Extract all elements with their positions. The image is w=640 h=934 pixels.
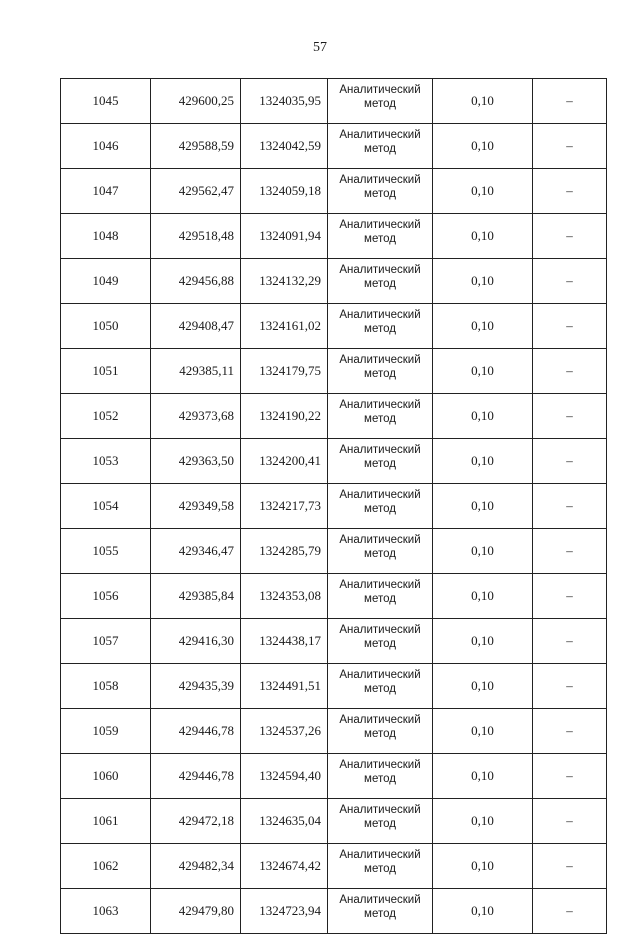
method-cell: Аналитический метод: [328, 529, 433, 574]
x-coordinate-cell: 429349,58: [151, 484, 241, 529]
method-cell: Аналитический метод: [328, 439, 433, 484]
point-number-cell: 1058: [61, 664, 151, 709]
table-row: [61, 169, 607, 214]
point-number-cell: 1053: [61, 439, 151, 484]
method-cell: Аналитический метод: [328, 124, 433, 169]
error-cell: 0,10: [433, 889, 533, 934]
error-cell: 0,10: [433, 169, 533, 214]
error-cell: 0,10: [433, 709, 533, 754]
note-cell: –: [533, 124, 607, 169]
table-row: [61, 754, 607, 799]
table-row: [61, 574, 607, 619]
note-cell: –: [533, 709, 607, 754]
error-cell: 0,10: [433, 844, 533, 889]
table-row: [61, 529, 607, 574]
note-cell: –: [533, 844, 607, 889]
y-coordinate-cell: 1324537,26: [241, 709, 328, 754]
note-cell: –: [533, 574, 607, 619]
table-row: [61, 304, 607, 349]
error-cell: 0,10: [433, 214, 533, 259]
point-number-cell: 1051: [61, 349, 151, 394]
x-coordinate-cell: 429600,25: [151, 79, 241, 124]
error-cell: 0,10: [433, 79, 533, 124]
point-number-cell: 1062: [61, 844, 151, 889]
y-coordinate-cell: 1324035,95: [241, 79, 328, 124]
point-number-cell: 1063: [61, 889, 151, 934]
table-row: [61, 349, 607, 394]
method-cell: Аналитический метод: [328, 484, 433, 529]
x-coordinate-cell: 429456,88: [151, 259, 241, 304]
x-coordinate-cell: 429562,47: [151, 169, 241, 214]
x-coordinate-cell: 429408,47: [151, 304, 241, 349]
table-row: [61, 124, 607, 169]
table-row: [61, 799, 607, 844]
y-coordinate-cell: 1324217,73: [241, 484, 328, 529]
point-number-cell: 1061: [61, 799, 151, 844]
note-cell: –: [533, 79, 607, 124]
y-coordinate-cell: 1324091,94: [241, 214, 328, 259]
point-number-cell: 1059: [61, 709, 151, 754]
y-coordinate-cell: 1324594,40: [241, 754, 328, 799]
y-coordinate-cell: 1324723,94: [241, 889, 328, 934]
error-cell: 0,10: [433, 394, 533, 439]
y-coordinate-cell: 1324161,02: [241, 304, 328, 349]
method-cell: Аналитический метод: [328, 889, 433, 934]
method-cell: Аналитический метод: [328, 79, 433, 124]
x-coordinate-cell: 429472,18: [151, 799, 241, 844]
point-number-cell: 1048: [61, 214, 151, 259]
method-cell: Аналитический метод: [328, 304, 433, 349]
x-coordinate-cell: 429446,78: [151, 754, 241, 799]
table-row: [61, 259, 607, 304]
point-number-cell: 1047: [61, 169, 151, 214]
y-coordinate-cell: 1324132,29: [241, 259, 328, 304]
error-cell: 0,10: [433, 799, 533, 844]
x-coordinate-cell: 429446,78: [151, 709, 241, 754]
note-cell: –: [533, 214, 607, 259]
error-cell: 0,10: [433, 124, 533, 169]
point-number-cell: 1055: [61, 529, 151, 574]
error-cell: 0,10: [433, 754, 533, 799]
error-cell: 0,10: [433, 529, 533, 574]
note-cell: –: [533, 394, 607, 439]
point-number-cell: 1050: [61, 304, 151, 349]
table-row: [61, 619, 607, 664]
table-row: [61, 439, 607, 484]
note-cell: –: [533, 484, 607, 529]
note-cell: –: [533, 439, 607, 484]
x-coordinate-cell: 429363,50: [151, 439, 241, 484]
table-row: [61, 889, 607, 934]
note-cell: –: [533, 304, 607, 349]
note-cell: –: [533, 664, 607, 709]
note-cell: –: [533, 889, 607, 934]
table-body: [61, 79, 607, 934]
method-cell: Аналитический метод: [328, 754, 433, 799]
method-cell: Аналитический метод: [328, 349, 433, 394]
table-row: [61, 844, 607, 889]
error-cell: 0,10: [433, 349, 533, 394]
y-coordinate-cell: 1324353,08: [241, 574, 328, 619]
error-cell: 0,10: [433, 484, 533, 529]
point-number-cell: 1056: [61, 574, 151, 619]
error-cell: 0,10: [433, 619, 533, 664]
table-row: [61, 79, 607, 124]
x-coordinate-cell: 429518,48: [151, 214, 241, 259]
x-coordinate-cell: 429416,30: [151, 619, 241, 664]
y-coordinate-cell: 1324438,17: [241, 619, 328, 664]
point-number-cell: 1046: [61, 124, 151, 169]
table-row: [61, 394, 607, 439]
method-cell: Аналитический метод: [328, 664, 433, 709]
note-cell: –: [533, 349, 607, 394]
method-cell: Аналитический метод: [328, 574, 433, 619]
table-row: [61, 709, 607, 754]
y-coordinate-cell: 1324635,04: [241, 799, 328, 844]
note-cell: –: [533, 169, 607, 214]
method-cell: Аналитический метод: [328, 799, 433, 844]
y-coordinate-cell: 1324674,42: [241, 844, 328, 889]
x-coordinate-cell: 429435,39: [151, 664, 241, 709]
x-coordinate-cell: 429346,47: [151, 529, 241, 574]
note-cell: –: [533, 799, 607, 844]
table-row: [61, 214, 607, 259]
table-row: [61, 484, 607, 529]
method-cell: Аналитический метод: [328, 259, 433, 304]
y-coordinate-cell: 1324491,51: [241, 664, 328, 709]
note-cell: –: [533, 259, 607, 304]
error-cell: 0,10: [433, 259, 533, 304]
method-cell: Аналитический метод: [328, 214, 433, 259]
method-cell: Аналитический метод: [328, 709, 433, 754]
y-coordinate-cell: 1324190,22: [241, 394, 328, 439]
point-number-cell: 1045: [61, 79, 151, 124]
y-coordinate-cell: 1324059,18: [241, 169, 328, 214]
point-number-cell: 1060: [61, 754, 151, 799]
x-coordinate-cell: 429385,84: [151, 574, 241, 619]
x-coordinate-cell: 429373,68: [151, 394, 241, 439]
method-cell: Аналитический метод: [328, 394, 433, 439]
point-number-cell: 1057: [61, 619, 151, 664]
error-cell: 0,10: [433, 304, 533, 349]
point-number-cell: 1052: [61, 394, 151, 439]
x-coordinate-cell: 429588,59: [151, 124, 241, 169]
y-coordinate-cell: 1324285,79: [241, 529, 328, 574]
y-coordinate-cell: 1324042,59: [241, 124, 328, 169]
table-row: [61, 664, 607, 709]
error-cell: 0,10: [433, 574, 533, 619]
error-cell: 0,10: [433, 664, 533, 709]
x-coordinate-cell: 429385,11: [151, 349, 241, 394]
note-cell: –: [533, 754, 607, 799]
coordinates-table: [60, 78, 607, 934]
point-number-cell: 1049: [61, 259, 151, 304]
point-number-cell: 1054: [61, 484, 151, 529]
note-cell: –: [533, 619, 607, 664]
y-coordinate-cell: 1324179,75: [241, 349, 328, 394]
y-coordinate-cell: 1324200,41: [241, 439, 328, 484]
page-number: 57: [313, 40, 327, 55]
x-coordinate-cell: 429482,34: [151, 844, 241, 889]
method-cell: Аналитический метод: [328, 619, 433, 664]
note-cell: –: [533, 529, 607, 574]
error-cell: 0,10: [433, 439, 533, 484]
method-cell: Аналитический метод: [328, 169, 433, 214]
x-coordinate-cell: 429479,80: [151, 889, 241, 934]
method-cell: Аналитический метод: [328, 844, 433, 889]
